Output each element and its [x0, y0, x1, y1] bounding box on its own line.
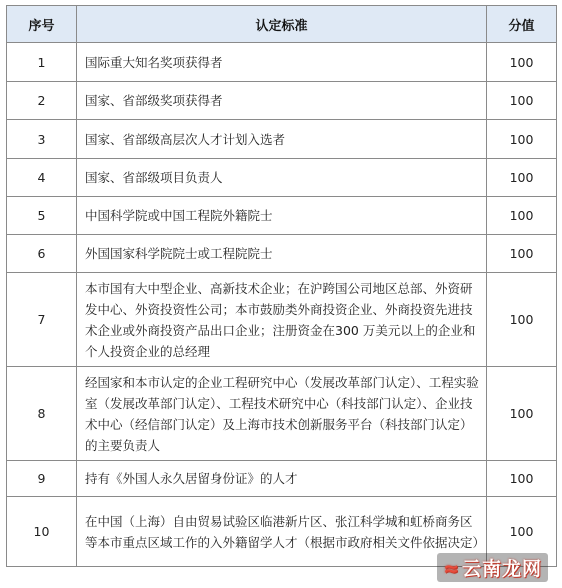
table-row [7, 43, 557, 82]
table-row [7, 235, 557, 273]
row-num: 10 [7, 497, 77, 567]
row-score: 100 [487, 273, 557, 367]
table-header-row [7, 6, 557, 43]
table-row [7, 461, 557, 497]
header-num: 序号 [7, 6, 77, 43]
row-criteria: 经国家和本市认定的企业工程研究中心（发展改革部门认定）、工程实验室（发展改革部门认定）、工程技术研究中心（科技部门认定）、企业技术中心（经信部门认定）及上海市技术创新服务平台（科技部门认定）的主要负责人 [77, 367, 487, 461]
wave-logo-icon: ≈ [443, 558, 460, 580]
row-num: 4 [7, 159, 77, 197]
row-criteria: 外国国家科学院院士或工程院院士 [77, 235, 487, 273]
row-score: 100 [487, 82, 557, 120]
row-score: 100 [487, 120, 557, 159]
row-num: 9 [7, 461, 77, 497]
table-row [7, 273, 557, 367]
row-criteria: 国家、省部级项目负责人 [77, 159, 487, 197]
header-score: 分值 [487, 6, 557, 43]
row-score: 100 [487, 497, 557, 567]
row-criteria: 国际重大知名奖项获得者 [77, 43, 487, 82]
row-criteria: 国家、省部级奖项获得者 [77, 82, 487, 120]
row-criteria: 在中国（上海）自由贸易试验区临港新片区、张江科学城和虹桥商务区等本市重点区域工作的入外籍留学人才（根据市政府相关文件依据决定） [77, 497, 487, 567]
header-criteria: 认定标准 [77, 6, 487, 43]
row-num: 3 [7, 120, 77, 159]
row-num: 6 [7, 235, 77, 273]
row-criteria: 中国科学院或中国工程院外籍院士 [77, 197, 487, 235]
row-score: 100 [487, 367, 557, 461]
table-row [7, 367, 557, 461]
row-num: 2 [7, 82, 77, 120]
row-num: 1 [7, 43, 77, 82]
table-row [7, 82, 557, 120]
row-criteria: 国家、省部级高层次人才计划入选者 [77, 120, 487, 159]
row-criteria: 本市国有大中型企业、高新技术企业；在沪跨国公司地区总部、外资研发中心、外资投资性公司；本市鼓励类外商投资企业、外商投资先进技术企业或外商投资产品出口企业；注册资金在300 万美元以上的企业和个人投资企业的总经理 [77, 273, 487, 367]
row-score: 100 [487, 461, 557, 497]
row-criteria: 持有《外国人永久居留身份证》的人才 [77, 461, 487, 497]
row-num: 5 [7, 197, 77, 235]
table-row [7, 159, 557, 197]
criteria-table [6, 5, 557, 567]
table-row [7, 120, 557, 159]
row-score: 100 [487, 197, 557, 235]
watermark-logo [437, 553, 548, 582]
row-num: 7 [7, 273, 77, 367]
row-score: 100 [487, 235, 557, 273]
table-row [7, 197, 557, 235]
row-score: 100 [487, 43, 557, 82]
row-score: 100 [487, 159, 557, 197]
watermark-text: 云南龙网 [461, 558, 542, 580]
row-num: 8 [7, 367, 77, 461]
